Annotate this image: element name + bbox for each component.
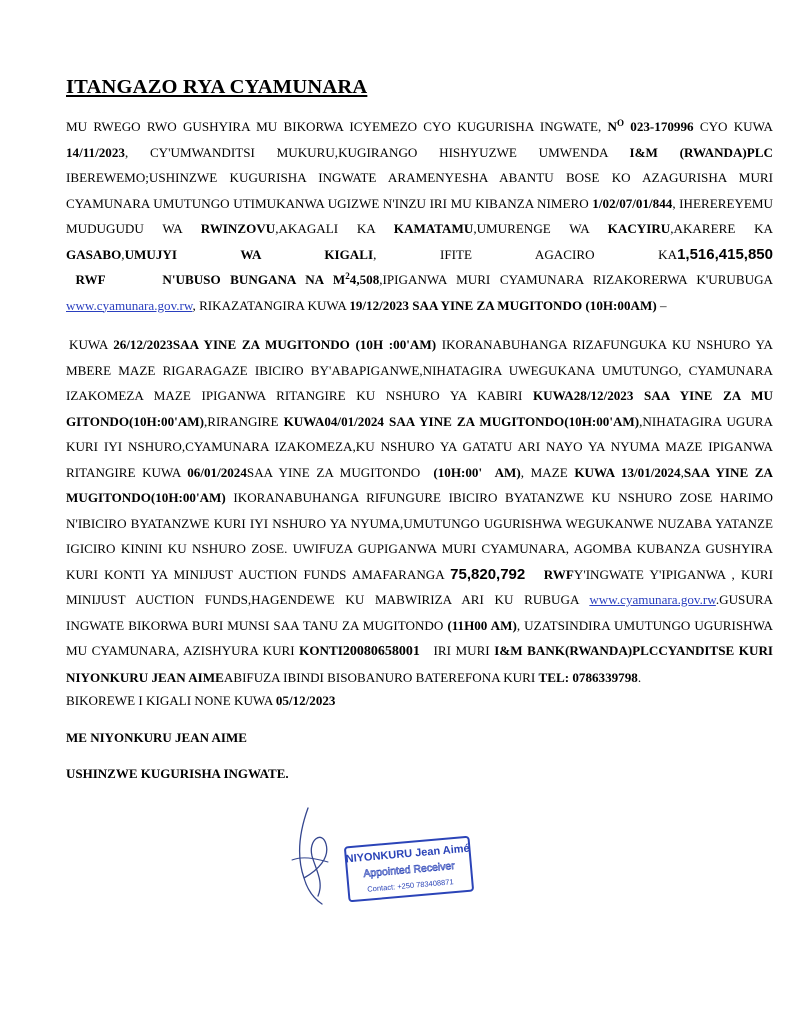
area-label: N'UBUSO BUNGANA NA M	[105, 272, 346, 287]
signatory-role: USHINZWE KUGURISHA INGWATE.	[66, 766, 289, 781]
date-round-2-end: KUWA04/01/2024 SAA YINE ZA MUGITONDO(10H:00'AM)	[283, 413, 640, 429]
property-area: 4,508	[349, 272, 380, 287]
time-round-3-end: SAA YINE ZA MUGITONDO(10H:00'AM)	[66, 464, 773, 505]
date-round-2-start: KUWA28/12/2023 SAA YINE ZA MU GITONDO(10H:00'AM)	[66, 388, 773, 429]
stamp-line-3: Contact: +250 783408871	[366, 877, 454, 894]
text: ,AKAGALI KA	[275, 221, 394, 236]
deposit-amount: 75,820,792	[450, 565, 526, 583]
text: ,	[680, 464, 684, 480]
start-date: 19/12/2023 SAA YINE ZA MUGITONDO (10H:00AM)	[349, 297, 657, 313]
account-bank: I&M BANK(RWANDA)PLC	[494, 643, 659, 658]
text: IRI MURI	[419, 643, 495, 658]
text: ,	[121, 246, 125, 262]
text: Y'INGWATE Y'IPIGANWA , KURI MINIJUST AUCTION FUNDS,HAGENDEWE KU MABWIRIZA ARI KU RUBUGA	[66, 566, 774, 607]
village: RWINZOVU	[200, 221, 276, 236]
account-label: KONTI	[299, 643, 343, 658]
account-holder: NIYONKURU JEAN AIME	[66, 669, 224, 685]
city: UMUJYI WA KIGALI	[124, 246, 374, 262]
text: CYO KUWA	[693, 119, 774, 134]
text: ,IPIGANWA MURI CYAMUNARA RIZAKORERWA K'URUBUGA	[379, 272, 773, 287]
text: IKORANABUHANGA RIZAFUNGUKA KU NSHURO YA MBERE MAZE RIGARAGAZE IBICIRO BY'ABAPIGANWE,NIHATAGIRA UWEGUKANA UMUTUNGO, CYAMUNARA IZAKOMEZA MAZE IPIGANWA RITANGIRE KU NSHURO YA KABIRI	[66, 337, 773, 403]
text: ,NIHATAGIRA UGURA KURI IYI NSHURO,CYAMUNARA IZAKOMEZA,KU NSHURO YA GATATU ARI NAYO YA NYUMA MAZE IPIGANWA RITANGIRE KUWA	[66, 413, 773, 480]
text: , IHEREREYEMU MUDUGUDU WA	[66, 195, 773, 236]
district: GASABO	[66, 246, 122, 262]
visit-time: (11H00 AM)	[447, 617, 517, 633]
sector: KACYIRU	[607, 221, 671, 236]
website-link[interactable]: www.cyamunara.gov.rw	[589, 592, 716, 607]
text: KUWA	[69, 337, 114, 352]
stamp-line-2: Appointed Receiver	[362, 860, 456, 880]
time-round-3-start: (10H:00' AM)	[426, 464, 521, 480]
text: SAA YINE ZA MUGITONDO	[246, 464, 427, 480]
stamp	[343, 835, 476, 904]
text: IBEREWEMO;USHINZWE KUGURISHA INGWATE ARAMENYESHA ABANTU BOSE KO AZAGURISHA MURI CYAMUNARA UMUTUNGO UTIMUKANWA UGIZWE N'INZU IRI MU KIBANZA NIMERO	[66, 170, 773, 211]
issue-date: 05/12/2023	[275, 693, 336, 708]
text: , CY'UMWANDITSI MUKURU,KUGIRANGO HISHYUZWE UMWENDA	[124, 144, 630, 160]
stamp-line-1: NIYONKURU Jean Aimé	[345, 842, 471, 866]
plot-number: 1/02/07/01/844	[592, 195, 673, 211]
decision-date: 14/11/2023	[66, 144, 125, 160]
text: MU RWEGO RWO GUSHYIRA MU BIKORWA ICYEMEZO CYO KUGURISHA INGWATE,	[66, 119, 608, 134]
document	[66, 76, 773, 782]
reference-number: 023-170996	[624, 119, 694, 134]
signatory-name: ME NIYONKURU JEAN AIME	[66, 730, 247, 745]
text: ABIFUZA IBINDI BISOBANURO BATEREFONA KURI	[223, 669, 539, 685]
creditor-bank: I&M (RWANDA)PLC	[629, 144, 773, 160]
spacer	[525, 567, 544, 582]
paragraph-schedule	[66, 332, 773, 690]
account-number: 20080658001	[342, 644, 420, 659]
telephone: TEL: 0786339798	[538, 669, 638, 685]
ref-label: N	[607, 119, 618, 134]
ref-sup: O	[617, 118, 625, 128]
currency: RWF	[66, 272, 106, 287]
page-title: ITANGAZO RYA CYAMUNARA	[66, 76, 368, 98]
text: ,AKARERE KA	[670, 221, 773, 236]
text: , UZATSINDIRA UMUTUNGO UGURISHWA MU CYAMUNARA, AZISHYURA KURI	[66, 617, 773, 658]
text: ,UMURENGE WA	[473, 221, 608, 236]
date-round-3-end: KUWA 13/01/2024	[574, 464, 681, 480]
text: –	[656, 297, 667, 313]
text: BIKOREWE I KIGALI NONE KUWA	[66, 693, 276, 708]
date-round-3-start: 06/01/2024	[187, 464, 247, 480]
text: .GUSURA INGWATE BIKORWA BURI MUNSI SAA TANU ZA MUGITONDO	[66, 592, 773, 633]
text: , MAZE	[520, 464, 575, 480]
stamp-frame	[343, 835, 476, 904]
area-sup: 2	[345, 271, 350, 281]
place-date-line	[66, 690, 773, 712]
text: . UWIFUZA GUPIGANWA MURI CYAMUNARA, AGOMBA KUBANZA GUSHYIRA KURI KONTI YA MINIJUST AUCTION FUNDS AMAFARANGA	[66, 541, 773, 582]
text: .	[637, 669, 642, 685]
property-value: 1,516,415,850	[677, 245, 773, 263]
text: , RIKAZATANGIRA KUWA	[192, 297, 350, 313]
text: CYANDITSE KURI	[658, 643, 773, 658]
cell: KAMATAMU	[393, 221, 474, 236]
currency: RWF	[543, 566, 574, 582]
text: IKORANABUHANGA RIFUNGURE IBICIRO BYATANZWE KU NSHURO ZOSE HARIMO N'IBICIRO BYATANZWE KURI IYI NSHURO YA NYUMA,UMUTUNGO UGURISHWA WEGUKANWE NUZABA YATANZE IGICIRO KININI KU NSHURO ZOSE	[66, 490, 773, 556]
text: , IFITE AGACIRO KA	[373, 246, 678, 262]
website-link[interactable]: www.cyamunara.gov.rw	[66, 297, 193, 313]
paragraph-announcement	[66, 114, 773, 318]
date-round-1: 26/12/2023SAA YINE ZA MUGITONDO (10H :00'AM)	[113, 337, 437, 352]
text: ,RIRANGIRE	[203, 413, 284, 429]
